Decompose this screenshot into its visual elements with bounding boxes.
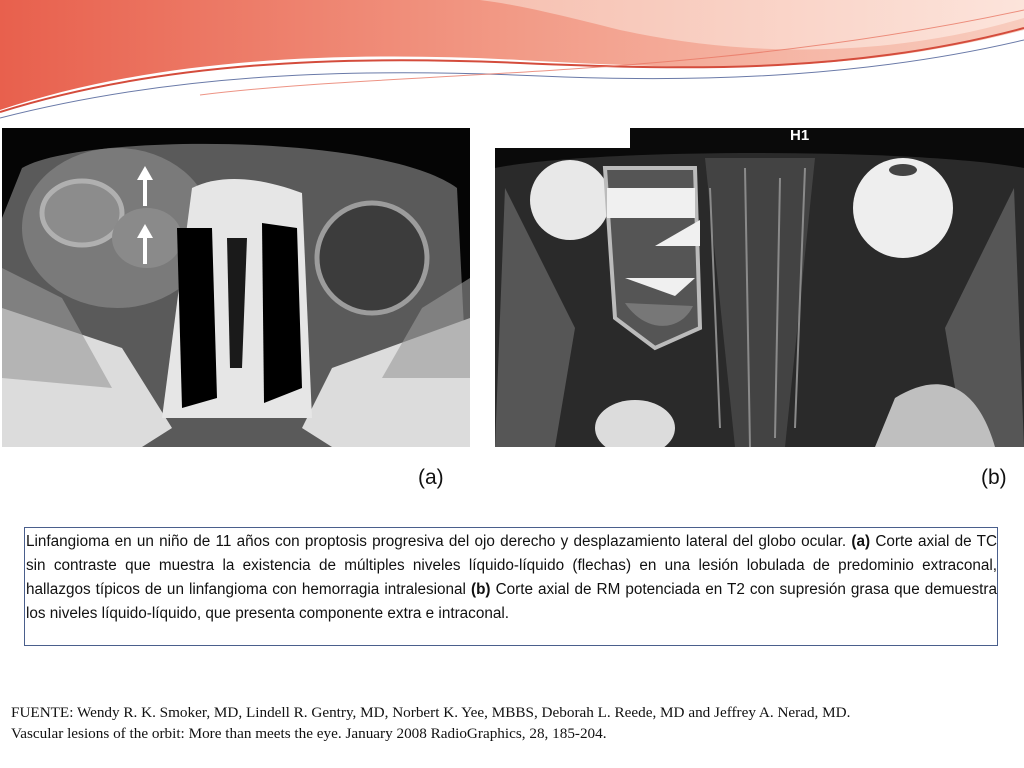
figure-a-label: (a) <box>418 466 444 489</box>
caption-intro: Linfangioma en un niño de 11 años con proptosis progresiva del ojo derecho y desplazamiento lateral del globo ocular. <box>26 533 847 550</box>
caption-box <box>24 527 998 646</box>
header-wave-decoration <box>0 0 1024 130</box>
caption-a-tag: (a) <box>851 533 871 550</box>
caption-b-tag: (b) <box>470 581 491 598</box>
caption-a-text: Corte axial de TC sin contraste que muestra la existencia de múltiples niveles líquido-líquido (flechas) en una lesión lobulada de predominio extraconal, hallazgos típicos de un linfangioma con hemorragia intralesional <box>26 533 998 598</box>
figure-b-label: (b) <box>981 466 1007 489</box>
source-line-1: FUENTE: Wendy R. K. Smoker, MD, Lindell R. Gentry, MD, Norbert K. Yee, MBBS, Deborah L. Reede, MD and Jeffrey A. Nerad, MD. <box>11 704 851 721</box>
source-line-2: Vascular lesions of the orbit: More than meets the eye. January 2008 RadioGraphics, 28, 185-204. <box>11 725 607 742</box>
source-citation <box>11 702 1011 744</box>
mri-image <box>495 128 1024 447</box>
ct-image <box>2 128 470 447</box>
caption-b-text: Corte axial de RM potenciada en T2 con supresión grasa que demuestra los niveles líquido-líquido, que presenta componente extra e intraconal. <box>26 581 997 622</box>
mri-corner-label: H1 <box>790 128 810 144</box>
